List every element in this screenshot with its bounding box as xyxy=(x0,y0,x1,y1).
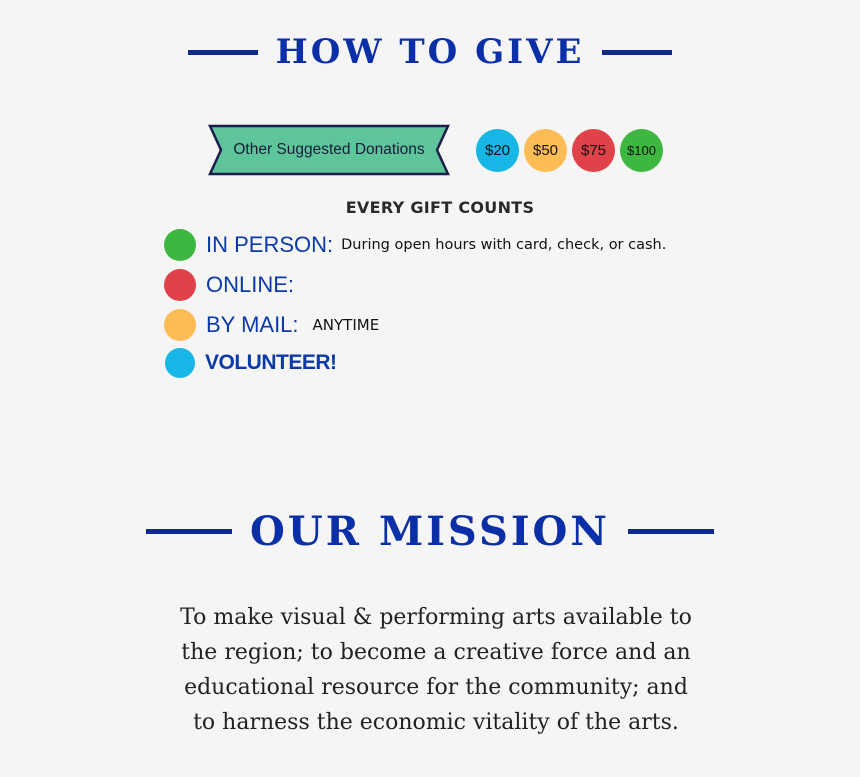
yellow-dot-icon xyxy=(164,309,196,341)
way-detail: ANYTIME xyxy=(312,316,380,334)
mission-line: the region; to become a creative force and an xyxy=(181,640,691,665)
amount-75-badge: $75 xyxy=(572,129,615,172)
heading-rule-left xyxy=(188,50,258,55)
mission-statement xyxy=(150,600,722,740)
mission-line: to harness the economic vitality of the arts. xyxy=(193,710,679,735)
every-gift-counts: EVERY GIFT COUNTS xyxy=(345,198,535,217)
heading-rule-right xyxy=(602,50,672,55)
amount-100-badge: $100 xyxy=(620,129,663,172)
mission-line: To make visual & performing arts available to xyxy=(180,605,692,630)
way-label: ONLINE: xyxy=(206,272,295,297)
our-mission-title: OUR MISSION xyxy=(250,508,610,555)
way-by-mail xyxy=(164,309,379,341)
heading-rule-left xyxy=(146,529,232,534)
mission-line: educational resource for the community; and xyxy=(184,675,688,700)
ribbon-label: Other Suggested Donations xyxy=(233,141,425,158)
our-mission-heading-row xyxy=(0,508,860,555)
way-label: IN PERSON: xyxy=(206,232,334,257)
way-detail: During open hours with card, check, or cash. xyxy=(341,237,667,253)
suggested-donations-ribbon xyxy=(208,124,450,176)
heading-rule-right xyxy=(628,529,714,534)
way-label: VOLUNTEER! xyxy=(205,351,337,374)
how-to-give-heading-row xyxy=(0,32,860,72)
way-label: BY MAIL: xyxy=(206,312,299,337)
amount-50-badge: $50 xyxy=(524,129,567,172)
donation-amounts xyxy=(476,129,663,172)
how-to-give-title: HOW TO GIVE xyxy=(275,32,585,72)
way-in-person xyxy=(164,229,666,261)
red-dot-icon xyxy=(164,269,196,301)
blue-dot-icon xyxy=(165,348,195,378)
way-online xyxy=(164,269,294,301)
way-volunteer xyxy=(164,348,337,378)
amount-20-badge: $20 xyxy=(476,129,519,172)
green-dot-icon xyxy=(164,229,196,261)
